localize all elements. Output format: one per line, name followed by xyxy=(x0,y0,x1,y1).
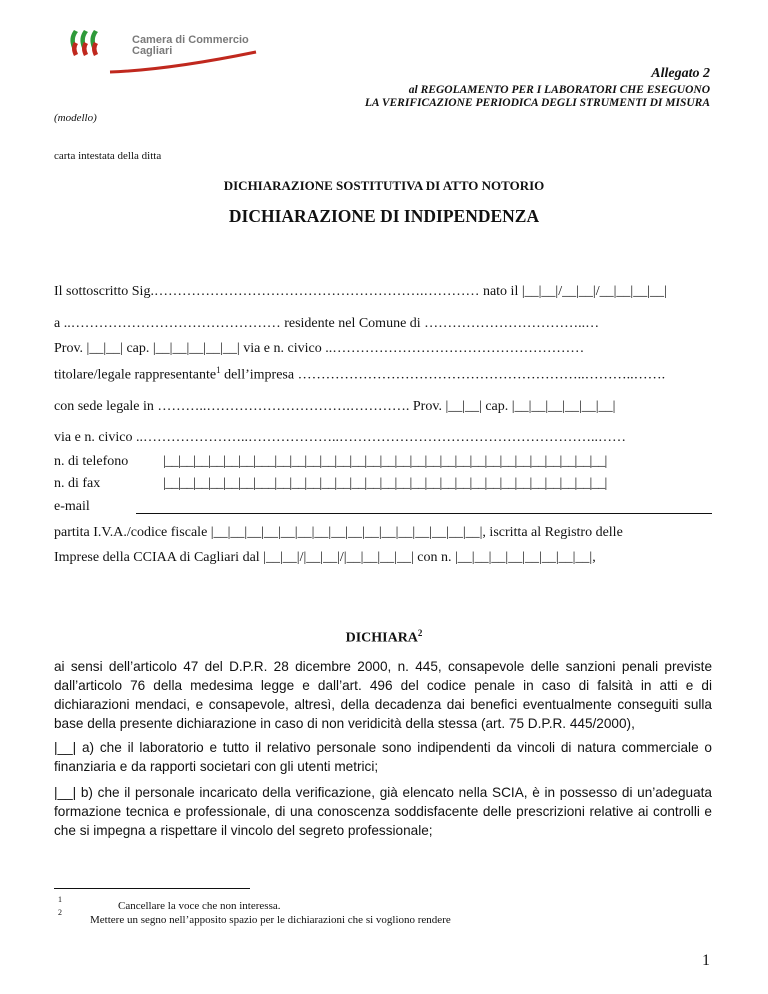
prov-cap-via-line: Prov. |__|__| cap. |__|__|__|__|__| via e n. civico ..……………………………………………… xyxy=(54,341,585,356)
logo-name-line2: Cagliari xyxy=(132,45,173,57)
telefono-boxes[interactable]: |__|__|__|__|__|__|___|__|__|__|__|__|__|__|__|__|__|__|__|__|__|__|__|__|__|__|__|__|__| xyxy=(163,454,607,469)
footnote-ref-2: 2 xyxy=(417,628,423,638)
regolamento-line2: LA VERIFICAZIONE PERIODICA DEGLI STRUMENTI DI MISURA xyxy=(364,97,710,109)
partita-iva-line: partita I.V.A./codice fiscale |__|__|__|__|__|__|__|__|__|__|__|__|__|__|__|__|, iscritta al Registro delle xyxy=(54,525,623,540)
fax-boxes[interactable]: |__|__|__|__|__|__|___|__|__|__|__|__|__|__|__|__|__|__|__|__|__|__|__|__|__|__|__|__|__| xyxy=(163,476,607,491)
dichiara-intro: ai sensi dell’articolo 47 del D.P.R. 28 dicembre 2000, n. 445, consapevole delle sanzioni penali previste dall’articolo 76 della medesima legge e dall’art. 496 del codice penale in caso di falsità in atti e di dichiarazioni mendaci, e consapevole, altresì, della decadenza dai benefici eventualmente conseguiti sulla base della presente dichiarazione in caso di non veridicità della stessa (art. 75 D.P.R. 445/2000), xyxy=(54,659,712,731)
footnote-2-text: Mettere un segno nell’apposito spazio per le dichiarazioni che si vogliono rendere xyxy=(90,914,451,926)
via-civico-line: via e n. civico ..…………………..………………..………………………………………………..…… xyxy=(54,430,627,445)
footnote-separator xyxy=(54,888,250,889)
email-field[interactable] xyxy=(136,513,712,514)
title-indipendenza: DICHIARAZIONE DI INDIPENDENZA xyxy=(228,206,540,226)
carta-intestata: carta intestata della ditta xyxy=(54,150,162,162)
regolamento-line1: al REGOLAMENTO PER I LABORATORI CHE ESEGUONO xyxy=(408,84,710,96)
title-sostitutiva: DICHIARAZIONE SOSTITUTIVA DI ATTO NOTORIO xyxy=(223,178,545,193)
chamber-logo xyxy=(68,24,268,80)
allegato-label: Allegato 2 xyxy=(651,66,710,81)
registro-imprese-line: Imprese della CCIAA di Cagliari dal |__|__|/|__|__|/|__|__|__|__| con n. |__|__|__|__|__|__|__|__|, xyxy=(54,550,596,565)
modello-label: (modello) xyxy=(54,112,97,124)
sede-legale-line: con sede legale in ………..………………………….…………. Prov. |__|__| cap. |__|__|__|__|__|__| xyxy=(54,399,616,414)
luogo-residenza-line: a ..……………………………………… residente nel Comune di ……………………………..… xyxy=(54,316,600,331)
dichiara-item-b: |__| b) che il personale incaricato della verificazione, già elencato nella SCIA, è in possesso di un’adeguata formazione tecnica e professionale, di una conoscenza soddisfacente delle prescrizioni relative ai controlli e che si impegna a rispettare il vincolo del segreto professionale; xyxy=(54,785,712,838)
dichiara-heading: DICHIARA$^2$ xyxy=(345,628,423,646)
logo-mark-icon xyxy=(68,26,108,60)
page-number: 1 xyxy=(702,952,710,969)
email-label: e-mail xyxy=(54,499,90,514)
dichiara-item-a: |__| a) che il laboratorio e tutto il relativo personale sono indipendenti da vincoli di natura commerciale o finanziaria e da rapporti societari con gli utenti metrici; xyxy=(54,740,712,774)
fax-label: n. di fax xyxy=(54,476,101,491)
sottoscritto-line: Il sottoscritto Sig.………………………………………………….………… nato il |__|__|/__|__|/__|__|__|__| xyxy=(54,284,667,299)
footnote-2-number: 2 xyxy=(58,908,62,917)
titolare-line: titolare/legale rappresentante$^1$ dell’impresa ……………………………………………………..………..……. xyxy=(54,365,666,383)
logo-name-line1: Camera di Commercio xyxy=(132,34,249,46)
footnote-1-number: 1 xyxy=(58,895,62,904)
logo-swoosh xyxy=(108,50,258,74)
telefono-label: n. di telefono xyxy=(54,454,129,469)
footnote-1-text: Cancellare la voce che non interessa. xyxy=(118,900,281,912)
footnote-ref-1: 1 xyxy=(216,365,221,375)
